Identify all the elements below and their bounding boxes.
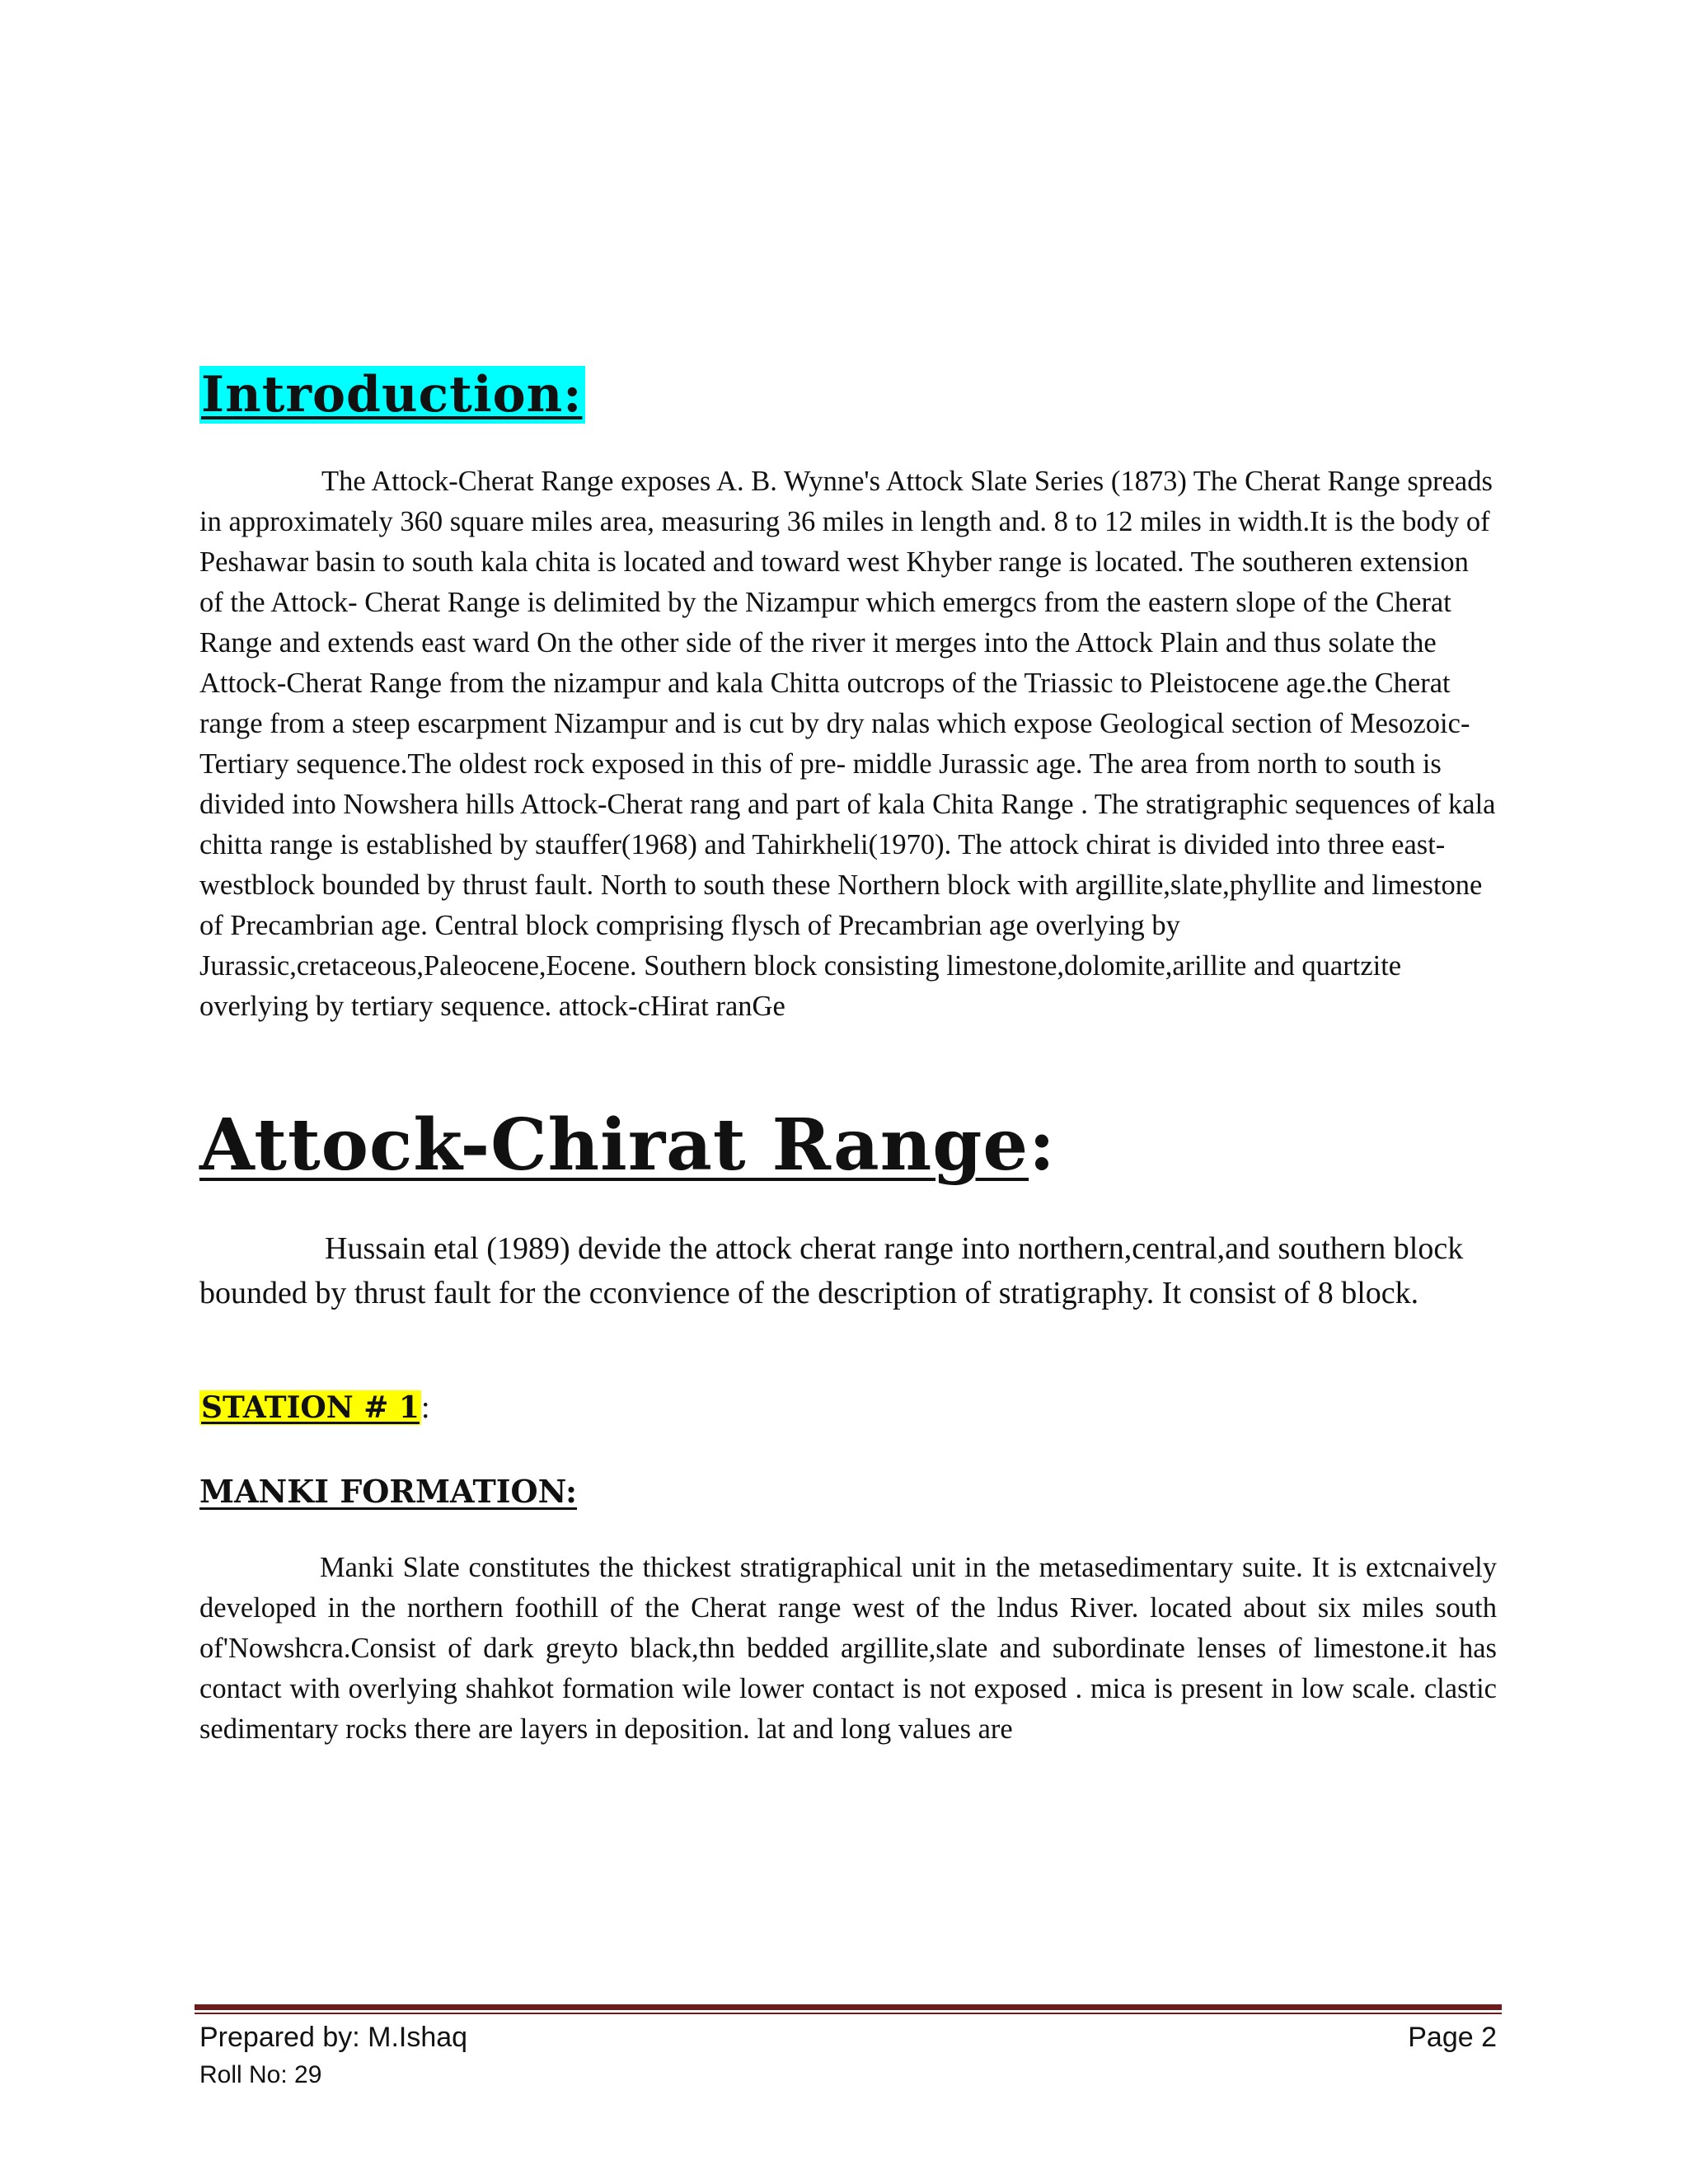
introduction-heading [199,363,585,427]
manki-formation-heading: MANKI FORMATION: [199,1473,578,1510]
station-heading-text: STATION # 1 [201,1390,420,1425]
footer-roll-no: Roll No: 29 [199,2061,322,2088]
attock-chirat-paragraph-text: Hussain etal (1989) devide the attock cherat range into northern,central,and southern block bounded by thrust fault for the cconvience of the description of stratigraphy. It consist of 8 block. [199,1231,1464,1310]
manki-formation-paragraph [199,1548,1497,1750]
document-page [199,0,1497,2184]
introduction-paragraph [199,462,1497,1027]
footer-prepared-by: Prepared by: M.Ishaq [199,2022,468,2053]
attock-chirat-heading-text: Attock-Chirat Range [199,1104,1029,1187]
manki-formation-paragraph-text: Manki Slate constitutes the thickest stratigraphical unit in the metasedimentary suite. It is extcnaively developed in the northern foothill of the Cherat range west of the lndus River. located about six miles south of'Nowshcra.Consist of dark greyto black,thn bedded argillite,slate and subordinate lenses of limestone.it has contact with overlying shahkot formation wile lower contact is not exposed . mica is present in low scale. clastic sedimentary rocks there are layers in deposition. lat and long values are [199,1552,1497,1745]
introduction-heading-text: Introduction: [199,366,585,424]
station-heading-colon: : [420,1390,430,1425]
station-heading [199,1387,430,1428]
attock-chirat-paragraph [199,1226,1497,1315]
attock-chirat-heading [199,1100,1056,1191]
footer-page-number: Page 2 [1408,2022,1497,2053]
attock-chirat-heading-colon: : [1029,1104,1056,1187]
footer-rule-thin [195,2013,1502,2014]
introduction-paragraph-text: The Attock-Cherat Range exposes A. B. Wynne's Attock Slate Series (1873) The Cherat Range spreads in approximately 360 square miles area, measuring 36 miles in length and. 8 to 12 miles in width.It is the body of Peshawar basin to south kala chita is located and toward west Khyber range is located. The southeren extension of the Attock- Cherat Range is delimited by the Nizampur which emergcs from the eastern slope of the Cherat Range and extends east ward On the other side of the river it merges into the Attock Plain and thus solate the Attock-Cherat Range from the nizampur and kala Chitta outcrops of the Triassic to Pleistocene age.the Cherat range from a steep escarpment Nizampur and is cut by dry nalas which expose Geological section of Mesozoic-Tertiary sequence.The oldest rock exposed in this of pre- middle Jurassic age. The area from north to south is divided into Nowshera hills Attock-Cherat rang and part of kala Chita Range . The stratigraphic sequences of kala chitta range is established by stauffer(1968) and Tahirkheli(1970). The attock chirat is divided into three east-westblock bounded by thrust fault. North to south these Northern block with argillite,slate,phyllite and limestone of Precambrian age. Central block comprising flysch of Precambrian age overlying by Jurassic,cretaceous,Paleocene,Eocene. Southern block consisting limestone,dolomite,arillite and quartzite overlying by tertiary sequence. attock-cHirat ranGe [199,466,1496,1022]
footer-rule-thick [195,2004,1502,2010]
